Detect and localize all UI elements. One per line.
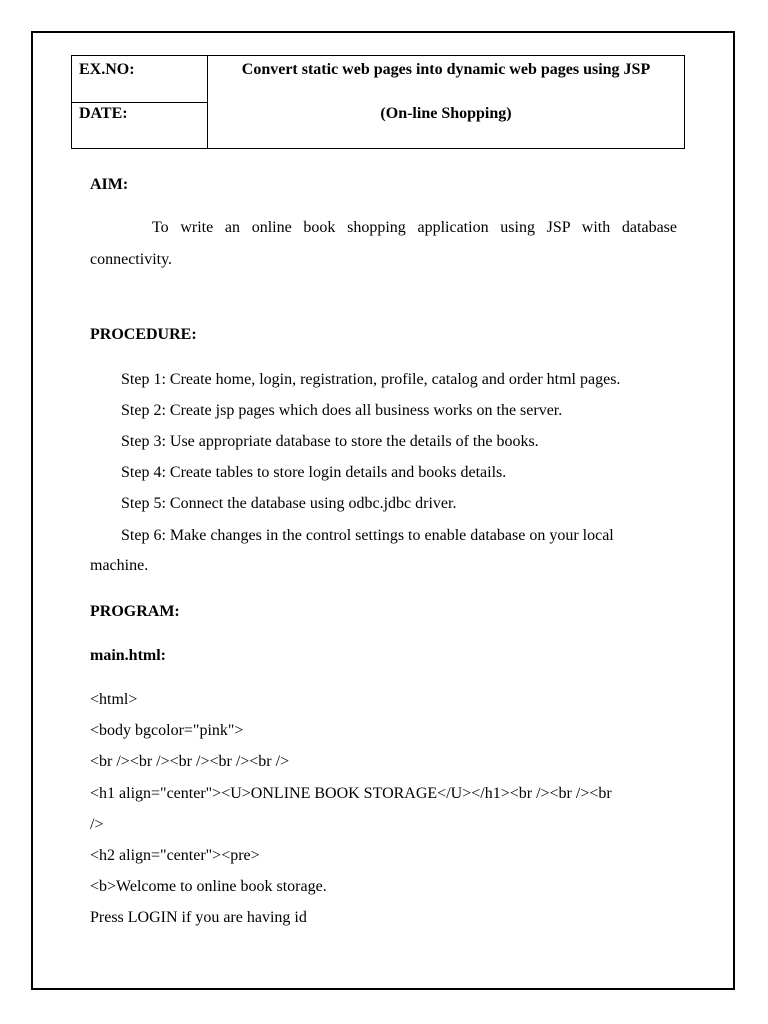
program-heading: PROGRAM: [90,603,180,620]
exno-label: EX.NO: [79,61,135,78]
exno-cell [72,56,207,103]
title-line-1: Convert static web pages into dynamic web pages using JSP [241,61,651,78]
aim-heading: AIM: [90,176,129,193]
procedure-heading: PROCEDURE: [90,326,197,343]
procedure-step: Step 6: Make changes in the control settings to enable database on your local [121,527,614,544]
code-line: <body bgcolor="pink"> [90,722,244,739]
procedure-step-6-cont: machine. [90,557,149,574]
aim-text-line-2: connectivity. [90,251,173,268]
code-line: Press LOGIN if you are having id [90,909,307,926]
procedure-step: Step 3: Use appropriate database to store the details of the books. [121,433,539,450]
code-line: <br /><br /><br /><br /><br /> [90,753,290,770]
date-label: DATE: [79,105,128,122]
code-line: <h1 align="center"><U>ONLINE BOOK STORAGE</U></h1><br /><br /><br [90,785,612,802]
code-line: /> [90,816,104,833]
code-line: <h2 align="center"><pre> [90,847,260,864]
header-left-column [72,56,208,148]
procedure-step: Step 2: Create jsp pages which does all business works on the server. [121,402,563,419]
code-line: <html> [90,691,138,708]
procedure-step: Step 5: Connect the database using odbc.jdbc driver. [121,495,457,512]
procedure-step: Step 1: Create home, login, registration, profile, catalog and order html pages. [121,371,621,388]
aim-text-line-1: To write an online book shopping application using JSP with database [152,219,677,236]
title-line-2: (On-line Shopping) [380,105,512,122]
header-table [71,55,685,149]
file-name: main.html: [90,647,166,664]
procedure-step: Step 4: Create tables to store login details and books details. [121,464,507,481]
code-line: <b>Welcome to online book storage. [90,878,327,895]
